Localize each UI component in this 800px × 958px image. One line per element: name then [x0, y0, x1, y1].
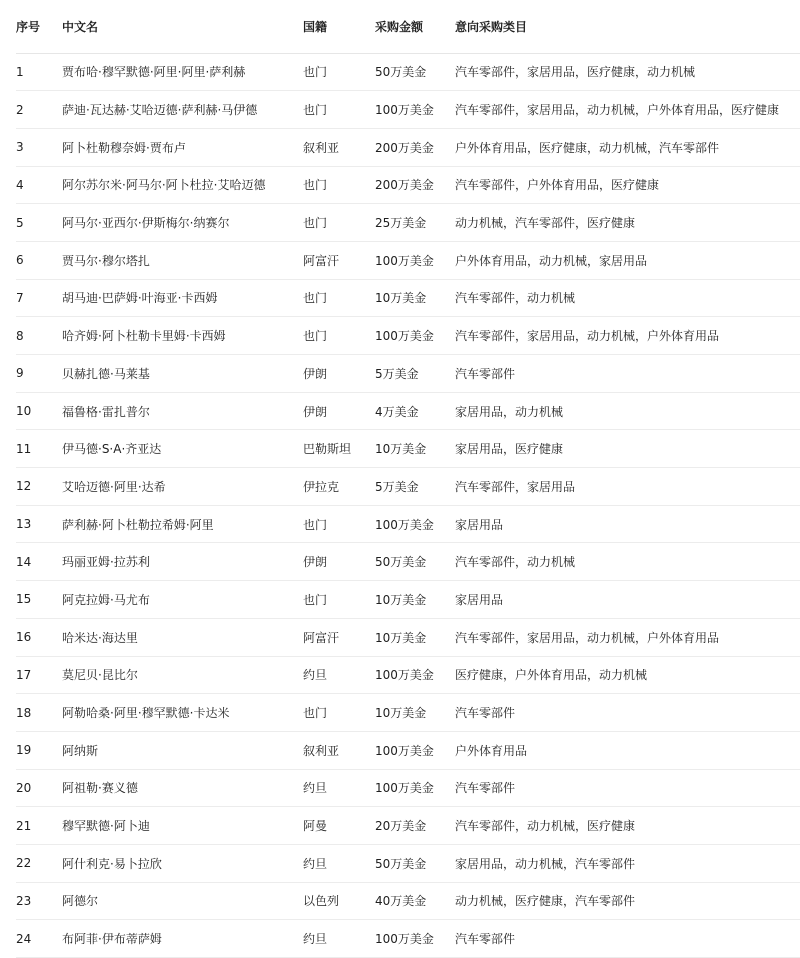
cell-nationality: 叙利亚 [303, 731, 375, 769]
cell-purchase-amount: 40万美金 [375, 882, 455, 920]
cell-nationality: 伊朗 [303, 355, 375, 393]
cell-index: 22 [16, 844, 62, 882]
cell-categories: 户外体育用品，动力机械，家居用品 [455, 241, 800, 279]
cell-nationality: 叙利亚 [303, 128, 375, 166]
cell-chinese-name: 伊马德·S·A·齐亚达 [62, 430, 303, 468]
cell-nationality: 也门 [303, 581, 375, 619]
cell-nationality: 阿曼 [303, 807, 375, 845]
cell-purchase-amount: 10万美金 [375, 581, 455, 619]
cell-nationality: 也门 [303, 166, 375, 204]
cell-chinese-name: 贝赫扎德·马莱基 [62, 355, 303, 393]
table-row [16, 355, 800, 393]
cell-purchase-amount: 5万美金 [375, 355, 455, 393]
cell-chinese-name: 萨迪·瓦达赫·艾哈迈德·萨利赫·马伊德 [62, 91, 303, 129]
cell-chinese-name: 阿卜杜勒穆奈姆·贾布卢 [62, 128, 303, 166]
table-row [16, 279, 800, 317]
cell-chinese-name: 阿克拉姆·马尤布 [62, 581, 303, 619]
cell-nationality: 约旦 [303, 920, 375, 958]
cell-categories: 汽车零部件，动力机械，医疗健康 [455, 807, 800, 845]
cell-categories: 动力机械，汽车零部件，医疗健康 [455, 204, 800, 242]
cell-categories: 汽车零部件，家居用品，医疗健康，动力机械 [455, 53, 800, 91]
cell-categories: 家居用品 [455, 505, 800, 543]
cell-categories: 汽车零部件 [455, 694, 800, 732]
table-row [16, 581, 800, 619]
cell-categories: 汽车零部件，家居用品，动力机械，户外体育用品 [455, 317, 800, 355]
cell-categories: 家居用品，动力机械 [455, 392, 800, 430]
cell-categories: 汽车零部件 [455, 355, 800, 393]
cell-chinese-name: 穆罕默德·阿卜迪 [62, 807, 303, 845]
cell-chinese-name: 布阿菲·伊布蒂萨姆 [62, 920, 303, 958]
cell-index: 10 [16, 392, 62, 430]
cell-categories: 汽车零部件，家居用品 [455, 468, 800, 506]
cell-purchase-amount: 5万美金 [375, 468, 455, 506]
cell-chinese-name: 福鲁格·雷扎普尔 [62, 392, 303, 430]
table-row [16, 53, 800, 91]
cell-categories: 汽车零部件，动力机械 [455, 543, 800, 581]
cell-chinese-name: 阿祖勒·赛义德 [62, 769, 303, 807]
cell-categories: 家居用品 [455, 581, 800, 619]
cell-nationality: 伊朗 [303, 543, 375, 581]
cell-index: 3 [16, 128, 62, 166]
cell-nationality: 也门 [303, 279, 375, 317]
cell-purchase-amount: 10万美金 [375, 618, 455, 656]
cell-index: 2 [16, 91, 62, 129]
cell-index: 4 [16, 166, 62, 204]
cell-chinese-name: 萨利赫·阿卜杜勒拉希姆·阿里 [62, 505, 303, 543]
table-row [16, 317, 800, 355]
cell-nationality: 巴勒斯坦 [303, 430, 375, 468]
cell-purchase-amount: 100万美金 [375, 91, 455, 129]
cell-index: 7 [16, 279, 62, 317]
table-row [16, 920, 800, 958]
cell-categories: 汽车零部件 [455, 920, 800, 958]
cell-index: 15 [16, 581, 62, 619]
cell-chinese-name: 贾马尔·穆尔塔扎 [62, 241, 303, 279]
cell-index: 20 [16, 769, 62, 807]
cell-categories: 医疗健康，户外体育用品，动力机械 [455, 656, 800, 694]
cell-index: 13 [16, 505, 62, 543]
table-header-row [16, 16, 800, 53]
cell-index: 6 [16, 241, 62, 279]
cell-chinese-name: 哈齐姆·阿卜杜勒卡里姆·卡西姆 [62, 317, 303, 355]
table-row [16, 618, 800, 656]
cell-purchase-amount: 200万美金 [375, 166, 455, 204]
cell-purchase-amount: 10万美金 [375, 279, 455, 317]
cell-purchase-amount: 50万美金 [375, 844, 455, 882]
table-row [16, 430, 800, 468]
cell-index: 5 [16, 204, 62, 242]
cell-index: 8 [16, 317, 62, 355]
cell-nationality: 伊拉克 [303, 468, 375, 506]
cell-nationality: 伊朗 [303, 392, 375, 430]
cell-nationality: 约旦 [303, 656, 375, 694]
table-row [16, 166, 800, 204]
table-row [16, 204, 800, 242]
table-row [16, 656, 800, 694]
header-index: 序号 [16, 16, 62, 53]
table-row [16, 844, 800, 882]
cell-categories: 户外体育用品，医疗健康，动力机械，汽车零部件 [455, 128, 800, 166]
cell-chinese-name: 阿什利克·易卜拉欣 [62, 844, 303, 882]
cell-index: 18 [16, 694, 62, 732]
cell-categories: 家居用品，动力机械，汽车零部件 [455, 844, 800, 882]
cell-index: 24 [16, 920, 62, 958]
cell-chinese-name: 阿纳斯 [62, 731, 303, 769]
cell-purchase-amount: 25万美金 [375, 204, 455, 242]
cell-index: 9 [16, 355, 62, 393]
table-row [16, 807, 800, 845]
table-row [16, 91, 800, 129]
cell-index: 23 [16, 882, 62, 920]
cell-nationality: 也门 [303, 91, 375, 129]
cell-nationality: 约旦 [303, 769, 375, 807]
cell-categories: 汽车零部件，家居用品，动力机械，户外体育用品 [455, 618, 800, 656]
cell-purchase-amount: 50万美金 [375, 543, 455, 581]
cell-categories: 汽车零部件，动力机械 [455, 279, 800, 317]
cell-chinese-name: 阿德尔 [62, 882, 303, 920]
table-row [16, 769, 800, 807]
cell-purchase-amount: 50万美金 [375, 53, 455, 91]
cell-purchase-amount: 100万美金 [375, 769, 455, 807]
cell-chinese-name: 阿马尔·亚西尔·伊斯梅尔·纳赛尔 [62, 204, 303, 242]
cell-categories: 汽车零部件，家居用品，动力机械，户外体育用品，医疗健康 [455, 91, 800, 129]
cell-index: 1 [16, 53, 62, 91]
header-categories: 意向采购类目 [455, 16, 800, 53]
cell-purchase-amount: 100万美金 [375, 317, 455, 355]
cell-chinese-name: 胡马迪·巴萨姆·叶海亚·卡西姆 [62, 279, 303, 317]
cell-nationality: 也门 [303, 694, 375, 732]
cell-purchase-amount: 100万美金 [375, 731, 455, 769]
cell-index: 12 [16, 468, 62, 506]
cell-purchase-amount: 10万美金 [375, 694, 455, 732]
cell-chinese-name: 阿勒哈桑·阿里·穆罕默德·卡达米 [62, 694, 303, 732]
cell-chinese-name: 玛丽亚姆·拉苏利 [62, 543, 303, 581]
table-row [16, 731, 800, 769]
cell-categories: 汽车零部件，户外体育用品，医疗健康 [455, 166, 800, 204]
cell-nationality: 也门 [303, 204, 375, 242]
cell-chinese-name: 哈米达·海达里 [62, 618, 303, 656]
cell-purchase-amount: 100万美金 [375, 505, 455, 543]
table-row [16, 392, 800, 430]
cell-nationality: 约旦 [303, 844, 375, 882]
cell-categories: 户外体育用品 [455, 731, 800, 769]
table-row [16, 468, 800, 506]
buyer-table-container [16, 16, 800, 958]
header-nationality: 国籍 [303, 16, 375, 53]
cell-purchase-amount: 100万美金 [375, 241, 455, 279]
cell-chinese-name: 阿尔苏尔米·阿马尔·阿卜杜拉·艾哈迈德 [62, 166, 303, 204]
table-row [16, 241, 800, 279]
cell-index: 21 [16, 807, 62, 845]
cell-chinese-name: 贾布哈·穆罕默德·阿里·阿里·萨利赫 [62, 53, 303, 91]
table-row [16, 694, 800, 732]
cell-nationality: 也门 [303, 53, 375, 91]
cell-categories: 家居用品，医疗健康 [455, 430, 800, 468]
cell-nationality: 也门 [303, 317, 375, 355]
table-body [16, 53, 800, 958]
cell-purchase-amount: 4万美金 [375, 392, 455, 430]
cell-chinese-name: 艾哈迈德·阿里·达希 [62, 468, 303, 506]
cell-purchase-amount: 200万美金 [375, 128, 455, 166]
cell-purchase-amount: 100万美金 [375, 920, 455, 958]
table-row [16, 543, 800, 581]
cell-index: 16 [16, 618, 62, 656]
table-row [16, 505, 800, 543]
cell-purchase-amount: 20万美金 [375, 807, 455, 845]
cell-purchase-amount: 100万美金 [375, 656, 455, 694]
cell-purchase-amount: 10万美金 [375, 430, 455, 468]
cell-nationality: 阿富汗 [303, 241, 375, 279]
cell-nationality: 以色列 [303, 882, 375, 920]
cell-index: 17 [16, 656, 62, 694]
cell-nationality: 阿富汗 [303, 618, 375, 656]
cell-index: 11 [16, 430, 62, 468]
table-row [16, 882, 800, 920]
cell-chinese-name: 莫尼贝·昆比尔 [62, 656, 303, 694]
cell-categories: 汽车零部件 [455, 769, 800, 807]
cell-nationality: 也门 [303, 505, 375, 543]
cell-index: 14 [16, 543, 62, 581]
header-purchase-amount: 采购金额 [375, 16, 455, 53]
cell-index: 19 [16, 731, 62, 769]
table-row [16, 128, 800, 166]
header-chinese-name: 中文名 [62, 16, 303, 53]
cell-categories: 动力机械，医疗健康，汽车零部件 [455, 882, 800, 920]
buyer-table [16, 16, 800, 958]
